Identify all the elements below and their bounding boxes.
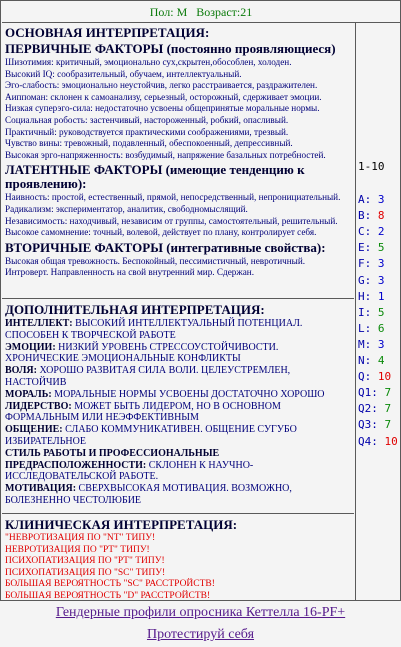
secondary-factors-list [5,256,351,279]
additional-item-text: МОЖЕТ БЫТЬ ЛИДЕРОМ, НО В ОСНОВНОМ ФОРМАЛЬНЫМ ИЛИ НЕЭФФЕКТИВНЫМ [5,400,281,424]
additional-item-text: СВЕРХВЫСОКАЯ МОТИВАЦИЯ. ВОЗМОЖНО, БОЛЕЗНЕННО ЧЕСТОЛЮБИЕ [5,483,292,506]
primary-factor-line: Высокая эрго-напряженность: возбудимый, напряжение базальных потребностей. [5,149,326,160]
additional-item-text: МОРАЛЬНЫЕ НОРМЫ УСВОЕНЫ ДОСТАТОЧНО ХОРОШО [51,388,325,400]
age-label: Возраст:21 [196,5,253,19]
factor-key: Q3: [358,418,378,432]
clinical-title: КЛИНИЧЕСКАЯ ИНТЕРПРЕТАЦИЯ: [5,517,238,532]
additional-item [5,342,351,366]
additional-title: ДОПОЛНИТЕЛЬНАЯ ИНТЕРПРЕТАЦИЯ: [5,302,265,317]
factor-key: M: [358,337,372,351]
take-test-link[interactable]: Протестируй себя [146,627,255,642]
secondary-factor-line: Высокая общая тревожность. Беспокойный, пессимистичный, невротичный. [5,255,306,266]
factor-score-row [358,338,385,351]
factor-value: 3 [377,273,385,287]
additional-item-text: СЛАБО КОММУНИКАТИВЕН. ОБЩЕНИЕ СУГУБО ИЗБИРАТЕЛЬНОЕ [5,424,297,447]
latent-factors-list [5,192,351,238]
clinical-warning-line: ПСИХОПАТИЗАЦИЯ ПО "PT" ТИПУ! [5,556,165,566]
additional-item-label: ЭМОЦИИ: [5,341,56,353]
additional-item-label: ИНТЕЛЛЕКТ: [5,318,73,329]
latent-factor-line: Наивность: простой, естественный, прямой, непосредственный, непронициательный. [5,192,341,203]
clinical-interpretation [2,515,354,600]
factor-key: B: [358,209,372,223]
footer-links [0,602,401,646]
factor-key: F: [358,257,372,271]
factor-key: E: [358,241,372,255]
clinical-items-list [5,533,351,600]
additional-item-label: ЛИДЕРСТВО: [5,400,72,412]
factor-score-row [358,354,385,367]
factor-value: 5 [377,241,385,255]
factor-key: L: [358,321,372,335]
interpretation-column [2,23,354,600]
basic-title: ОСНОВНАЯ ИНТЕРПРЕТАЦИЯ: [5,25,210,40]
additional-item [5,389,351,401]
factor-value: 3 [377,193,385,206]
additional-item-text: ХОРОШО РАЗВИТАЯ СИЛА ВОЛИ. ЦЕЛЕУСТРЕМЛЕН, НАСТОЙЧИВ [5,365,291,388]
additional-item [5,448,351,483]
gender-profiles-link[interactable]: Гендерные профили опросника Кеттелла 16-PF+ [55,605,346,620]
factor-value: 3 [377,337,385,351]
secondary-title: ВТОРИЧНЫЕ ФАКТОРЫ (интегративные свойства): [5,239,326,255]
factor-score-row [358,418,391,431]
factor-key: Q2: [358,402,378,416]
primary-title: ПЕРВИЧНЫЕ ФАКТОРЫ (постоянно проявляющиеся) [5,41,336,56]
additional-item-label: ВОЛЯ: [5,365,37,377]
factor-score-row [358,370,391,383]
factor-key: H: [358,289,372,303]
factor-value: 5 [377,305,385,319]
factor-score-row [358,306,385,319]
factor-value: 10 [377,370,392,384]
factor-scores-column [355,23,401,600]
additional-interpretation [2,300,354,514]
additional-item-text: ВЫСОКИЙ ИНТЕЛЛЕКТУАЛЬНЫЙ ПОТЕНЦИАЛ. СПОСОБЕН К ТВОРЧЕСКОЙ РАБОТЕ [5,318,303,341]
factor-value: 7 [384,386,392,400]
additional-item [5,424,351,448]
clinical-warning-line: БОЛЬШАЯ ВЕРОЯТНОСТЬ "SC" РАССТРОЙСТВ! [5,579,215,589]
factor-key: I: [358,305,372,319]
factor-value: 3 [377,257,385,271]
basic-interpretation [2,23,354,299]
factor-score-row [358,402,391,415]
factor-score-row [358,290,385,303]
factor-score-row [358,274,385,287]
factor-score-row [358,209,385,222]
factor-value: 4 [377,354,385,367]
primary-factors-list [5,57,351,161]
factor-key: C: [358,225,372,239]
factor-score-row [358,241,385,254]
latent-factor-line: Высокое самомнение: точный, волевой, действует по плану, контролирует себя. [5,227,317,238]
latent-factor-line: Независимость: находчивый, независим от группы, самостоятельный, решительный. [5,215,338,226]
additional-item-label: ОБЩЕНИЕ: [5,424,63,436]
factor-key: Q1: [358,386,378,400]
clinical-warning-line: "НЕВРОТИЗАЦИЯ ПО "NT" ТИПУ! [5,533,156,543]
factor-value: 7 [384,418,392,432]
additional-items-list [5,318,351,507]
factor-score-row [358,193,385,206]
primary-factor-line: Высокий IQ: сообразительный, обучаем, интеллектуальный. [5,68,242,79]
additional-item-label: МОРАЛЬ: [5,388,52,400]
factor-score-row [358,225,385,238]
clinical-warning-line: БОЛЬШАЯ ВЕРОЯТНОСТЬ "D" РАССТРОЙСТВ! [5,590,211,600]
primary-factor-line: Чувство вины: тревожный, подавленный, обеспокоенный, депрессивный. [5,138,293,149]
factor-score-row [358,322,385,335]
factor-value: 1 [377,289,385,303]
additional-item-text: СКЛОНЕН К НАУЧНО-ИССЛЕДОВАТЕЛЬСКОЙ РАБОТЕ. [5,459,254,483]
primary-factor-line: Социальная робость: застенчивый, настороженный, робкий, опасливый. [5,114,289,125]
factor-key: Q: [358,370,372,384]
factor-value: 8 [377,209,385,223]
factor-key: Q4: [358,434,378,448]
secondary-factor-line: Интроверт. Направленность на свой внутренний мир. Сдержан. [5,267,255,278]
latent-title: ЛАТЕНТНЫЕ ФАКТОРЫ (имеющие тенденцию к проявлению): [5,162,305,192]
factor-value: 6 [377,321,385,335]
primary-factor-line: Низкая суперэго-сила: недостаточно усвоены общепринятые моральные нормы. [5,103,320,114]
additional-item-label: МОТИВАЦИЯ: [5,483,77,495]
additional-item [5,401,351,425]
additional-item-text: НИЗКИЙ УРОВЕНЬ СТРЕССОУСТОЙЧИВОСТИ. ХРОНИЧЕСКИЕ ЭМОЦИОНАЛЬНЫЕ КОНФЛИКТЫ [5,341,279,365]
additional-item-label: СТИЛЬ РАБОТЫ И ПРОФЕССИОНАЛЬНЫЕ ПРЕДРАСПОЛОЖЕННОСТИ: [5,447,220,471]
respondent-header [2,2,400,23]
clinical-warning-line: НЕВРОТИЗАЦИЯ ПО "PT" ТИПУ! [5,544,150,555]
factor-key: A: [358,193,372,206]
primary-factor-line: Аиппоман: склонен к самоанализу, серьезный, осторожный, сдерживает эмоции. [5,91,322,102]
additional-item [5,483,351,507]
factor-score-row [358,257,385,270]
primary-factor-line: Практичный: руководствуется практическими соображениями, трезвый. [5,126,289,137]
factor-key: N: [358,354,372,367]
additional-item [5,318,351,342]
latent-factor-line: Радикализм: экспериментатор, аналитик, свободномыслящий. [5,203,248,214]
scale-range-label: 1-10 [358,160,385,173]
factor-value: 7 [384,402,392,416]
factor-value: 2 [377,225,385,239]
primary-factor-line: Шизотимия: критичный, эмоционально сух,скрытен,обособлен, холоден. [5,57,292,67]
primary-factor-line: Эго-слабость: эмоционально неустойчив, легко расстраивается, раздражителен. [5,80,318,91]
factor-value: 10 [384,434,398,448]
additional-item [5,365,351,389]
sex-label: Пол: М [149,5,188,19]
factor-key: G: [358,273,372,287]
factor-score-row [358,386,391,399]
clinical-warning-line: ПСИХОПАТИЗАЦИЯ ПО "SC" ТИПУ! [5,567,166,578]
factor-score-row [358,435,398,448]
